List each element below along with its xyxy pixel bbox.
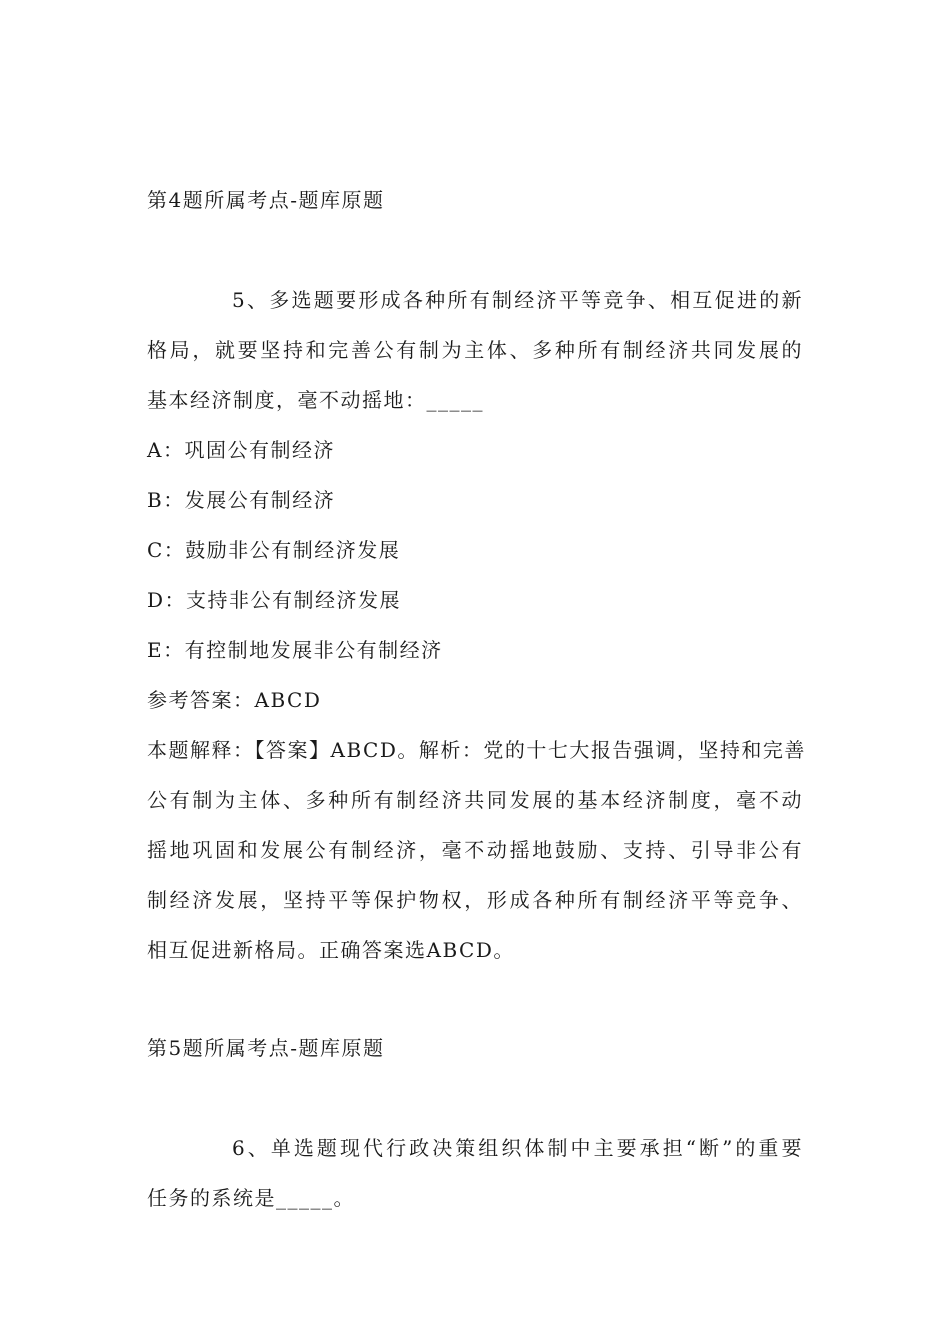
question-5-line-2: 格局，就要坚持和完善公有制为主体、多种所有制经济共同发展的 xyxy=(147,338,803,362)
explanation-line-2: 公有制为主体、多种所有制经济共同发展的基本经济制度，毫不动 xyxy=(147,788,803,812)
question-5-line-1: 5、多选题要形成各种所有制经济平等竞争、相互促进的新 xyxy=(232,288,803,312)
option-b: B：发展公有制经济 xyxy=(147,488,336,512)
option-a: A：巩固公有制经济 xyxy=(147,438,335,462)
option-e: E：有控制地发展非公有制经济 xyxy=(147,638,443,662)
option-d: D：支持非公有制经济发展 xyxy=(147,588,402,612)
question-5-line-3: 基本经济制度，毫不动摇地：_____ xyxy=(147,388,484,412)
explanation-line-3: 摇地巩固和发展公有制经济，毫不动摇地鼓励、支持、引导非公有 xyxy=(147,838,803,862)
section-4-source: 第4题所属考点-题库原题 xyxy=(147,188,385,212)
option-c: C：鼓励非公有制经济发展 xyxy=(147,538,401,562)
question-6-line-1: 6、单选题现代行政决策组织体制中主要承担“断”的重要 xyxy=(232,1136,803,1160)
explanation-line-4: 制经济发展，坚持平等保护物权，形成各种所有制经济平等竞争、 xyxy=(147,888,803,912)
reference-answer: 参考答案：ABCD xyxy=(147,688,322,712)
explanation-line-1: 本题解释：【答案】ABCD。解析：党的十七大报告强调，坚持和完善 xyxy=(147,738,806,762)
section-5-source: 第5题所属考点-题库原题 xyxy=(147,1036,385,1060)
question-6-line-2: 任务的系统是_____。 xyxy=(147,1186,355,1210)
explanation-line-5: 相互促进新格局。正确答案选ABCD。 xyxy=(147,938,515,962)
